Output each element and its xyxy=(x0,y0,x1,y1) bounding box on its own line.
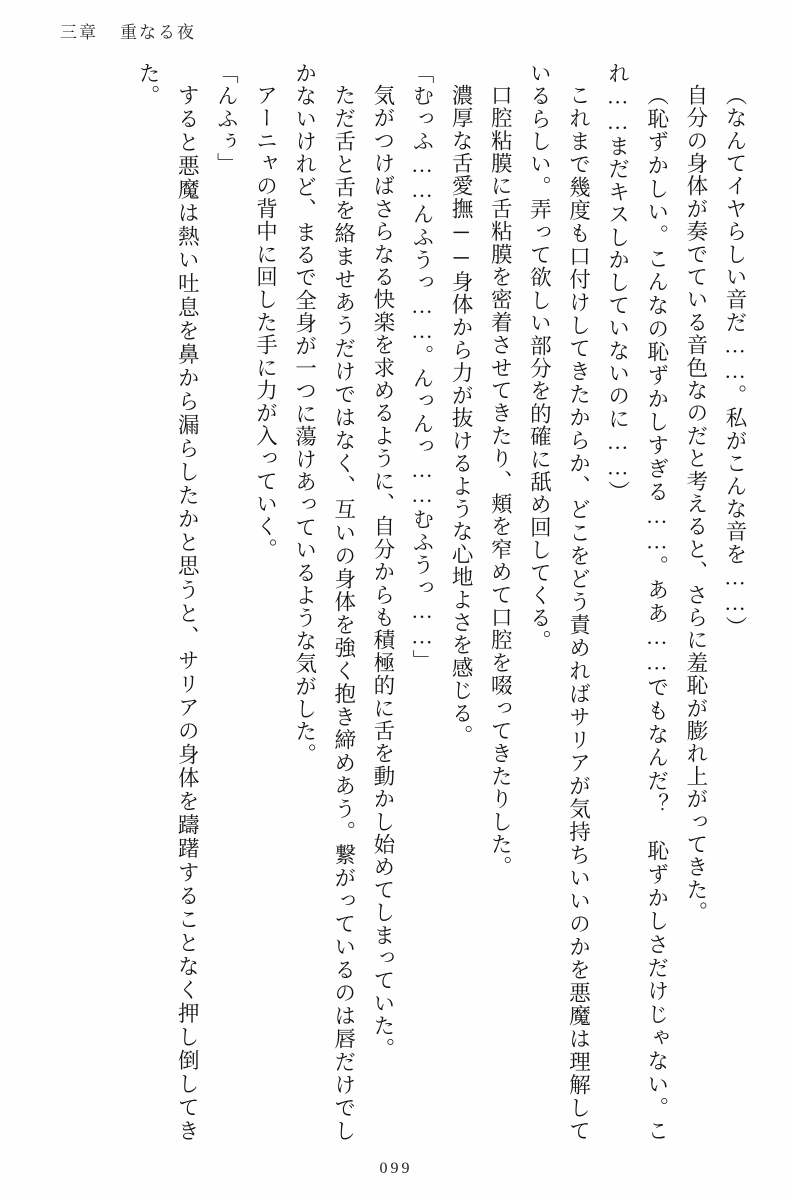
paragraph: アーニャの背中に回した手に力が入っていく。 xyxy=(253,83,278,561)
paragraph: 気がつけばさらなる快楽を求めるように、自分からも積極的に舌を動かし始めてしまっていた。 xyxy=(370,83,395,1060)
paragraph: 濃厚な舌愛撫──身体から力が抜けるような心地よさを感じる。 xyxy=(449,83,474,747)
paragraph: すると悪魔は熱い吐息を鼻から漏らしたかと思うと、サリアの身体を躊躇することなく押し倒してきた。 xyxy=(136,62,200,1142)
paragraph: 「むっふ……んふうっ……。んっんっ……むふうっ……」 xyxy=(410,62,434,673)
paragraph: これまで幾度も口付けしてきたからか、どこをどう責めればサリアが気持ちいいのかを悪魔は理解しているらしい。弄って欲しい部分を的確に舐め回してくる。 xyxy=(527,62,591,1142)
paragraph: ただ舌と舌を絡ませあうだけではなく、互いの身体を強く抱き締めあう。繋がっているのは唇だけでしかないけれど、まるで全身が一つに蕩けあっているような気がした。 xyxy=(292,62,356,1142)
paragraph: （なんてイヤらしい音だ……。私がこんな音を……） xyxy=(723,83,747,639)
chapter-number: 三章 xyxy=(60,23,98,42)
chapter-title: 重なる夜 xyxy=(120,23,196,42)
paragraph: 口腔粘膜に舌粘膜を密着させてきたり、頬を窄めて口腔を啜ってきたりした。 xyxy=(488,83,513,878)
paragraph: （恥ずかしい。こんなの恥ずかしすぎる……。ああ……でもなんだ？ 恥ずかしさだけじゃない。これ……まだキスしかしていないのに……） xyxy=(605,62,669,1142)
paragraph: 自分の身体が奏でている音色なのだと考えると、さらに羞恥が膨れ上がってきた。 xyxy=(683,83,708,924)
page-number: 099 xyxy=(379,1160,413,1177)
page-body xyxy=(46,62,754,1142)
paragraph: 「んふぅ」 xyxy=(214,62,239,176)
page-header xyxy=(60,18,196,43)
